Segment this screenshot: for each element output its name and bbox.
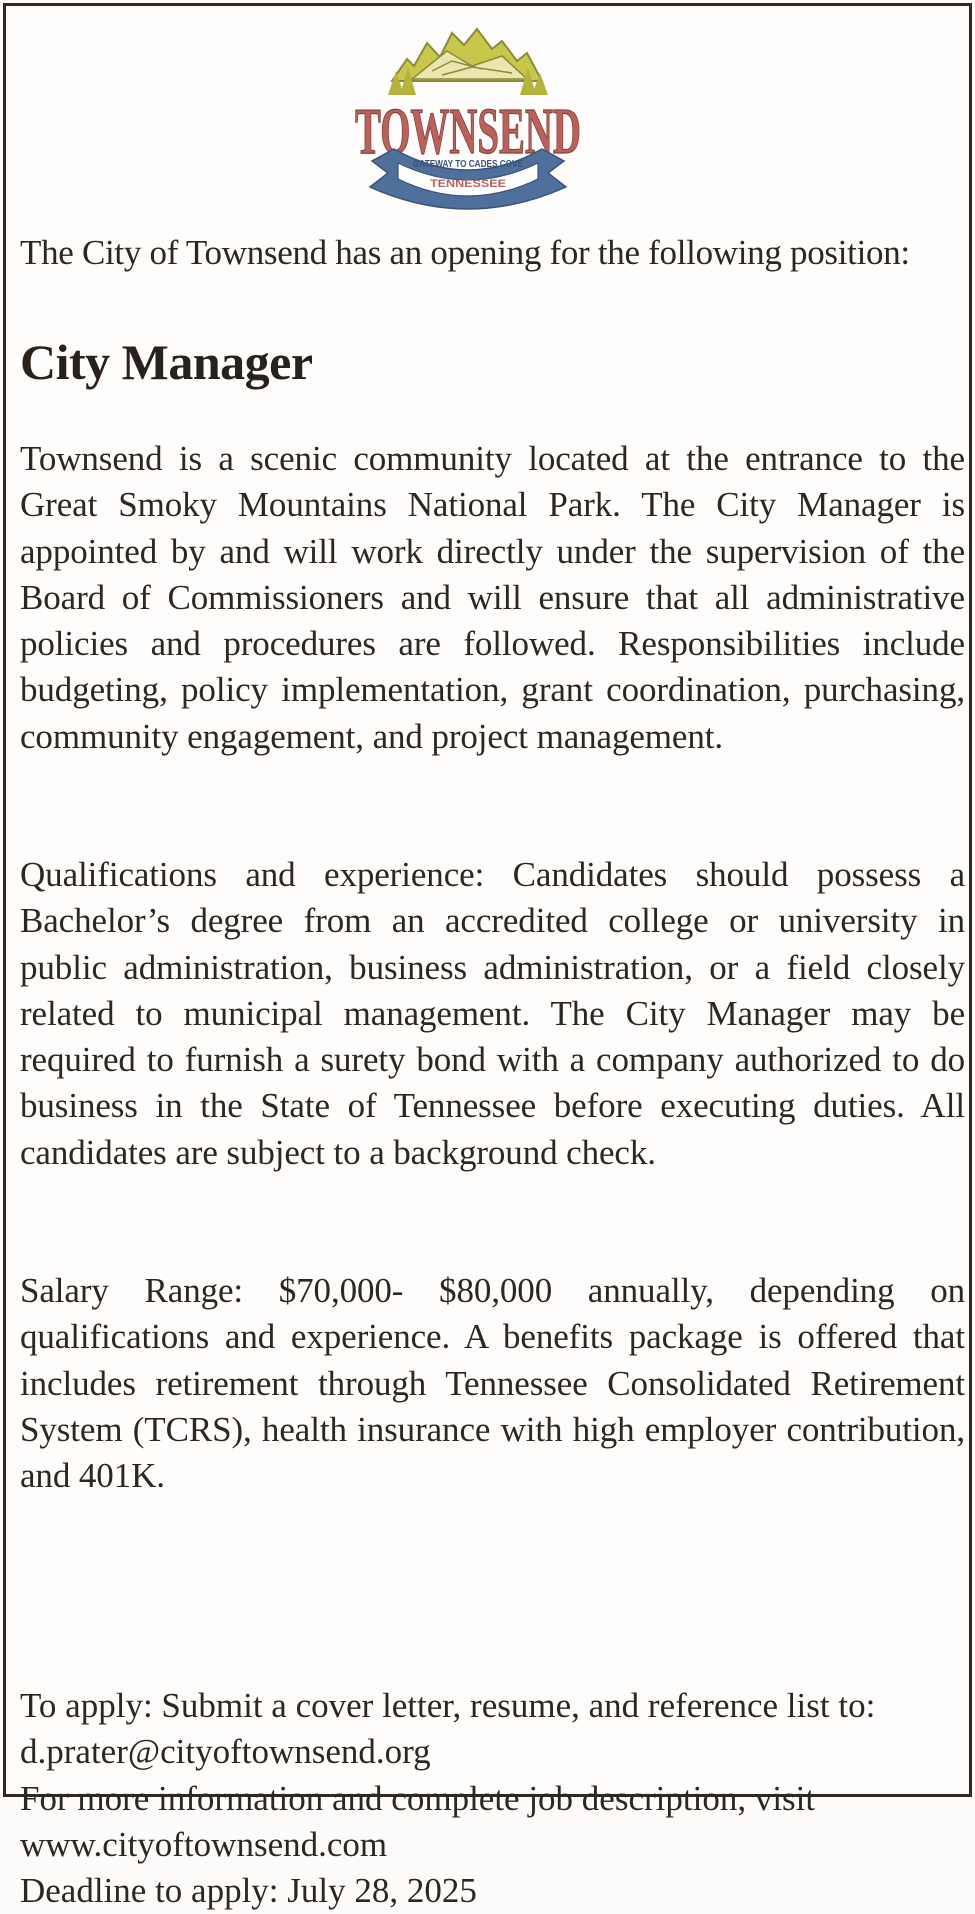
logo-wordmark: TOWNSEND [355, 95, 581, 168]
logo-tagline: GATEWAY TO CADES COVE [413, 159, 524, 170]
job-ad-frame [3, 3, 972, 1911]
apply-instructions: To apply: Submit a cover letter, resume, and reference list to: [20, 1686, 876, 1725]
more-info-text: For more information and complete job description, visit [20, 1778, 816, 1818]
apply-email-link[interactable]: d.prater@cityoftownsend.org [20, 1732, 431, 1772]
salary-paragraph: Salary Range: $70,000- $80,000 annually, depending on qualifications and experience. A benefits package is offered that includes retirement through Tennessee Consolidated Retirement System (TCRS), health insurance with high employer contribution, and 401K. [20, 1271, 965, 1496]
website-link[interactable]: www.cityoftownsend.com [20, 1824, 388, 1864]
logo-state: TENNESSEE [430, 178, 506, 190]
deadline-text: Deadline to apply: July 28, 2025 [20, 1871, 477, 1911]
apply-section [20, 1683, 965, 1914]
position-title: City Manager [20, 334, 313, 390]
townsend-logo [352, 21, 584, 217]
about-paragraph: Townsend is a scenic community located at the entrance to the Great Smoky Mountains National Park. The City Manager is appointed by and will work directly under the supervision of the Board of Commissioners and will ensure that all administrative policies and procedures are followed. Responsibilities include budgeting, policy implementation, grant coordination, purchasing, community engagement, and project management. [20, 439, 965, 756]
qualifications-paragraph: Qualifications and experience: Candidates should possess a Bachelor’s degree from an accredited college or university in public administration, business administration, or a field closely related to municipal management. The City Manager may be required to furnish a surety bond with a company authorized to do business in the State of Tennessee before executing duties. All candidates are subject to a background check. [20, 855, 965, 1172]
intro-line: The City of Townsend has an opening for the following position: [20, 233, 910, 272]
